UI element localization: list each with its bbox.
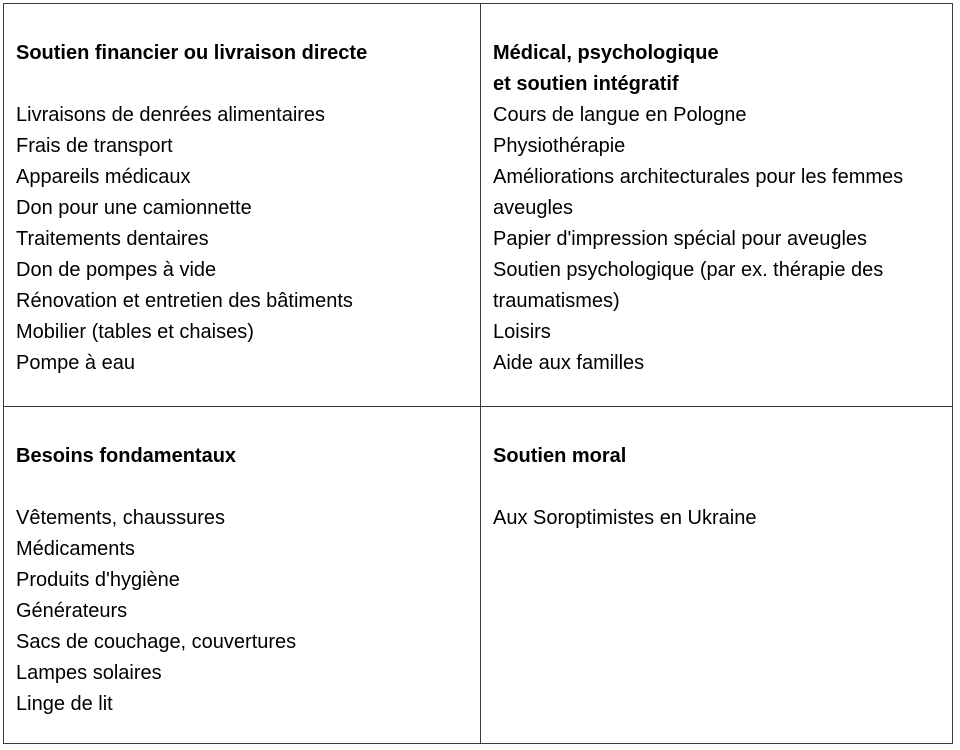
item-list	[16, 503, 470, 720]
cell-heading: Soutien financier ou livraison directe	[16, 42, 368, 64]
list-item: Papier d'impression spécial pour aveugles	[493, 228, 868, 250]
cell-heading: Soutien moral	[493, 445, 627, 467]
item-list	[493, 100, 942, 379]
list-item: Linge de lit	[16, 693, 113, 715]
item-list	[493, 503, 942, 534]
list-item: Générateurs	[16, 600, 128, 622]
list-item: Livraisons de denrées alimentaires	[16, 104, 326, 126]
cell-financial-support	[4, 4, 480, 406]
list-item: Mobilier (tables et chaises)	[16, 321, 254, 343]
list-item: Aide aux familles	[493, 352, 645, 374]
list-item: Vêtements, chaussures	[16, 507, 225, 529]
cell-heading	[493, 38, 942, 100]
support-table	[3, 3, 953, 744]
list-item: Physiothérapie	[493, 135, 626, 157]
list-item: Don pour une camionnette	[16, 197, 252, 219]
list-item: Loisirs	[493, 321, 551, 343]
cell-basic-needs	[4, 406, 480, 743]
list-item: Rénovation et entretien des bâtiments	[16, 290, 353, 312]
cell-heading: Besoins fondamentaux	[16, 445, 237, 467]
list-item: Médicaments	[16, 538, 135, 560]
list-item: Aux Soroptimistes en Ukraine	[493, 507, 757, 529]
list-item: Pompe à eau	[16, 352, 135, 374]
item-list	[16, 100, 470, 379]
list-item: Cours de langue en Pologne	[493, 104, 747, 126]
list-item: Traitements dentaires	[16, 228, 209, 250]
cell-heading-line: et soutien intégratif	[493, 73, 679, 95]
list-item: Frais de transport	[16, 135, 173, 157]
list-item: Soutien psychologique (par ex. thérapie des traumatismes)	[493, 259, 884, 312]
list-item: Produits d'hygiène	[16, 569, 180, 591]
cell-moral-support	[480, 406, 952, 743]
list-item: Lampes solaires	[16, 662, 162, 684]
cell-heading-line: Médical, psychologique	[493, 42, 719, 64]
list-item: Sacs de couchage, couvertures	[16, 631, 297, 653]
list-item: Appareils médicaux	[16, 166, 191, 188]
list-item: Améliorations architecturales pour les femmes aveugles	[493, 166, 904, 219]
cell-medical-support	[480, 4, 952, 406]
list-item: Don de pompes à vide	[16, 259, 217, 281]
